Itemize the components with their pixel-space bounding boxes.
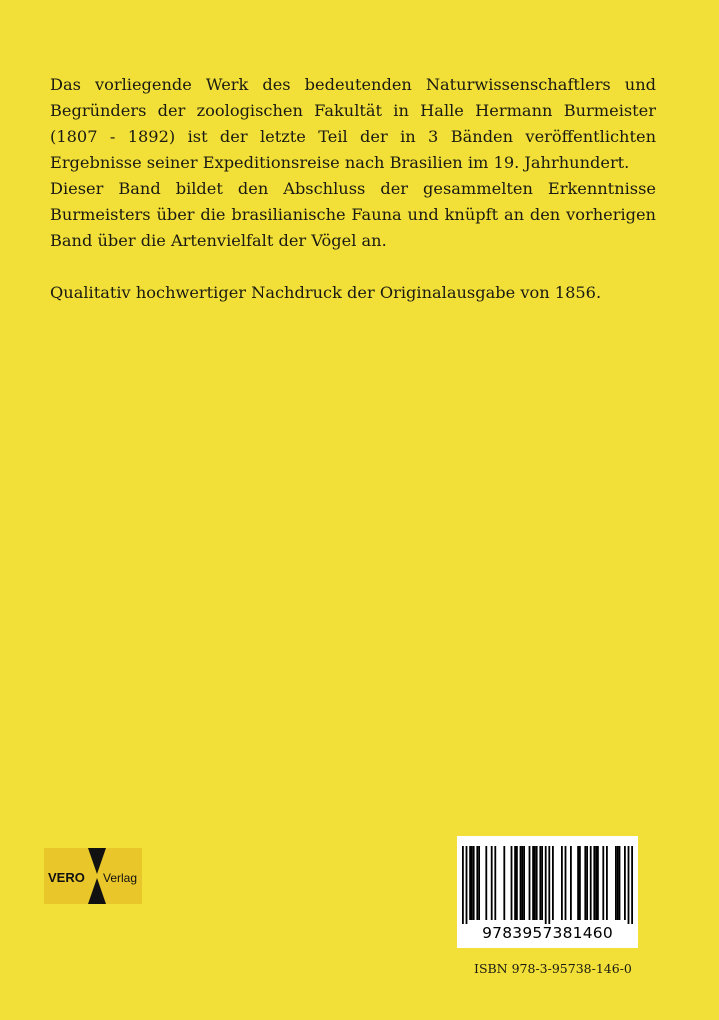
barcode-bar (534, 846, 536, 920)
blurb-paragraph-2: Dieser Band bildet den Abschluss der gesammelten Erkenntnisse Burmeisters über die brasilianische Fauna und knüpft an den vorherigen Band über die Artenvielfalt der Vögel an. (50, 179, 656, 250)
barcode-bar (606, 846, 608, 920)
barcode (457, 836, 638, 948)
barcode-bar (602, 846, 604, 920)
barcode-bar (577, 846, 579, 920)
barcode-bar (466, 846, 468, 924)
barcode-bar (536, 846, 538, 920)
barcode-bar (469, 846, 471, 920)
barcode-bar (523, 846, 525, 920)
barcode-bar (631, 846, 633, 924)
barcode-bar (514, 846, 516, 920)
barcode-bar (595, 846, 597, 920)
barcode-bar (615, 846, 617, 920)
publisher-logo (44, 848, 142, 904)
barcode-bar (529, 846, 531, 920)
barcode-bar (541, 846, 543, 920)
barcode-bar (624, 846, 626, 920)
barcode-bar (590, 846, 592, 920)
barcode-bar (548, 846, 550, 924)
barcode-bar (586, 846, 588, 920)
barcode-bar (473, 846, 475, 920)
blurb-paragraph-1: Das vorliegende Werk des bedeutenden Naturwissenschaftlers und Begründers der zoologischen Fakultät in Halle Hermann Burmeister (1807 - 1892) ist der letzte Teil der in 3 Bänden veröffentlichten Ergebnisse seiner Expeditionsreise nach Brasilien im 19. Jahrhundert. (50, 75, 656, 172)
barcode-bar (516, 846, 518, 920)
blurb-paragraph-3: Qualitativ hochwertiger Nachdruck der Originalausgabe von 1856. (50, 283, 602, 302)
barcode-bar (520, 846, 522, 920)
barcode-bar (494, 846, 496, 920)
logo-text-verlag: Verlag (103, 871, 138, 885)
barcode-bar (565, 846, 567, 920)
barcode-bar (485, 846, 487, 920)
barcode-bar (593, 846, 595, 920)
barcode-bar (619, 846, 621, 920)
barcode-bar (539, 846, 541, 920)
barcode-bar (545, 846, 547, 924)
isbn-label: ISBN 978-3-95738-146-0 (474, 961, 632, 976)
logo-text-vero: VERO (48, 870, 85, 885)
barcode-bar (532, 846, 534, 920)
barcode-bar (476, 846, 478, 920)
barcode-bar (584, 846, 586, 920)
barcode-bar (570, 846, 572, 920)
publisher-logo-graphic (44, 848, 142, 904)
barcode-bar (471, 846, 473, 920)
barcode-bar (521, 846, 523, 920)
barcode-bar (511, 846, 513, 920)
barcode-bar (552, 846, 554, 920)
barcode-digits: 9783957381460 (482, 924, 613, 942)
barcode-bar (478, 846, 480, 920)
barcode-bar (491, 846, 493, 920)
barcode-bar (503, 846, 505, 920)
barcode-bar (597, 846, 599, 920)
barcode-bar (617, 846, 619, 920)
barcode-bar (628, 846, 630, 924)
barcode-bar (579, 846, 581, 920)
barcode-bar (462, 846, 464, 924)
barcode-bars (457, 836, 638, 924)
barcode-bar (561, 846, 563, 920)
blurb-text (50, 72, 656, 306)
